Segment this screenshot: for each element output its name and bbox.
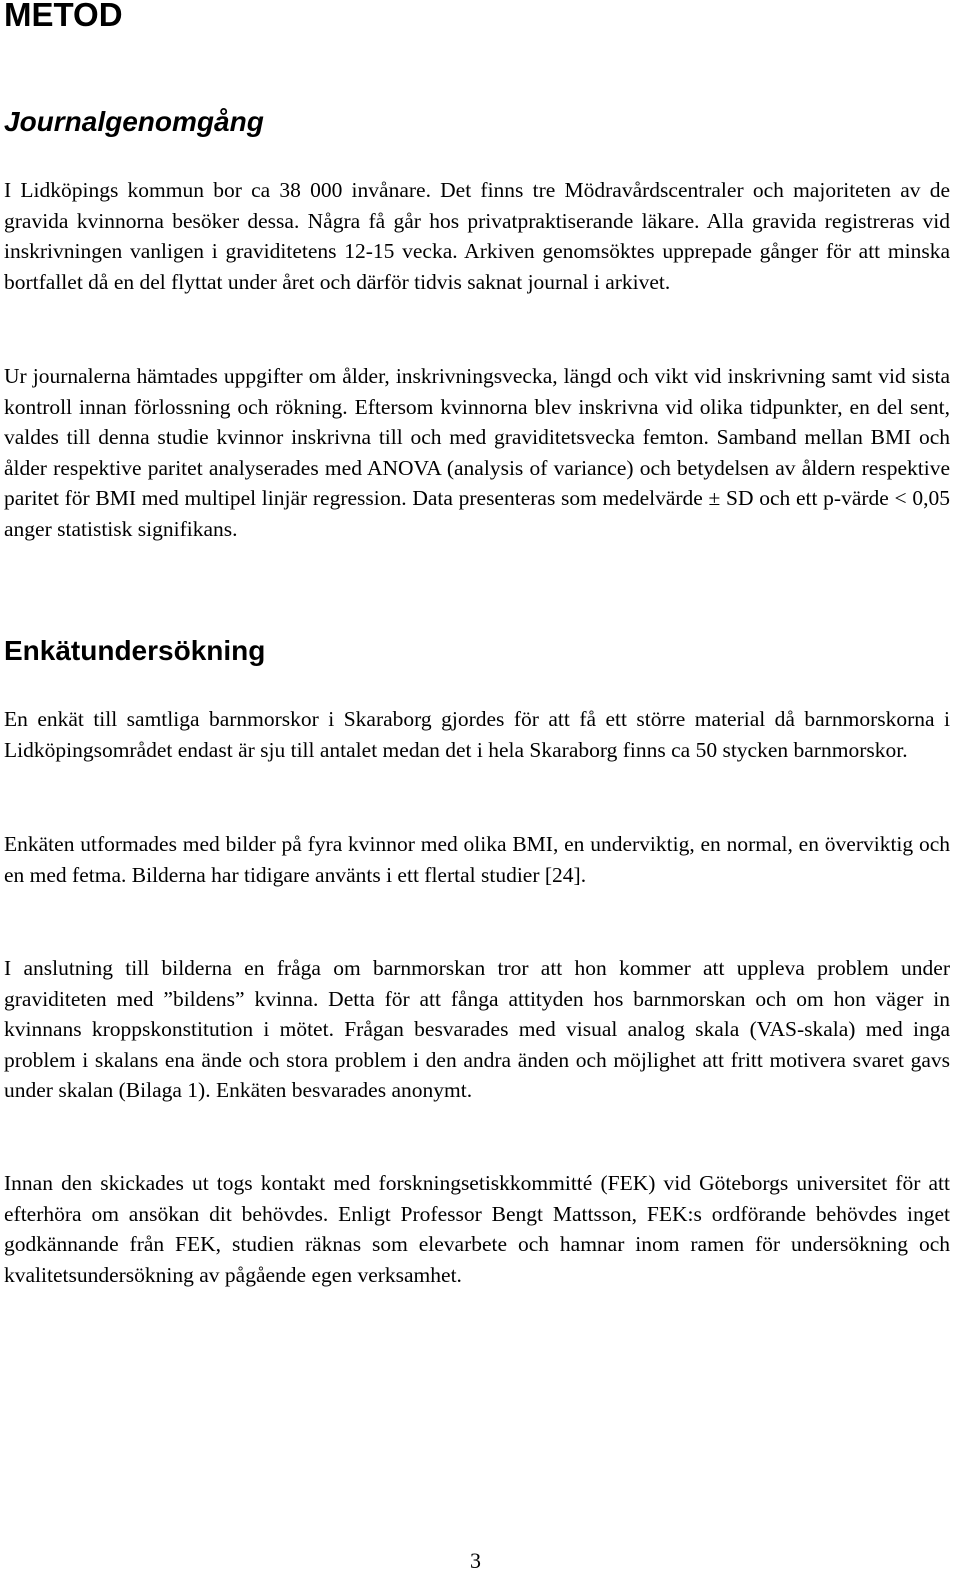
paragraph: I anslutning till bilderna en fråga om barnmorskan tror att hon kommer att uppleva problem under graviditeten med ”bildens” kvinna. Detta för att fånga attityden hos barnmorskan och om hon väger in kvinnans kroppskonstitution i mötet. Frågan besvarades med visual analog skala (VAS-skala) med inga problem i skalans ena ände och stora problem i den andra änden och möjlighet att fritt motivera svaret gavs under skalan (Bilaga 1). Enkäten besvarades anonymt. xyxy=(4,956,950,1103)
page-number: 3 xyxy=(470,1548,481,1573)
paragraph: Ur journalerna hämtades uppgifter om ålder, inskrivningsvecka, längd och vikt vid inskrivning samt vid sista kontroll innan förlossning och rökning. Eftersom kvinnorna blev inskrivna vid olika tidpunkter, en del sent, valdes till denna studie kvinnor inskrivna till och med graviditetsvecka femton. Samband mellan BMI och ålder respektive paritet analyserades med ANOVA (analysis of variance) och betydelsen av åldern respektive paritet för BMI med multipel linjär regression. Data presenteras som medelvärde ± SD och ett p-värde < 0,05 anger statistisk signifikans. xyxy=(4,364,950,541)
paragraph: I Lidköpings kommun bor ca 38 000 invånare. Det finns tre Mödravårdscentraler och majoriteten av de gravida kvinnorna besöker dessa. Några få går hos privatpraktiserande läkare. Alla gravida registreras vid inskrivningen vanligen i graviditetens 12-15 vecka. Arkiven genomsöktes upprepade gånger för att minska bortfallet då en del flyttat under året och därför tidvis saknat journal i arkivet. xyxy=(4,178,950,294)
paragraph: Enkäten utformades med bilder på fyra kvinnor med olika BMI, en underviktig, en normal, en överviktig och en med fetma. Bilderna har tidigare använts i ett flertal studier [24]. xyxy=(4,832,950,887)
paragraph: Innan den skickades ut togs kontakt med forskningsetiskkommitté (FEK) vid Göteborgs universitet för att efterhöra om ansökan dit behövdes. Enligt Professor Bengt Mattsson, FEK:s ordförande behövdes inget godkännande från FEK, studien räknas som elevarbete och hamnar inom ramen för undersökning och kvalitetsundersökning av pågående egen verksamhet. xyxy=(4,1171,950,1287)
subsection-heading-journalgenomgang: Journalgenomgång xyxy=(4,106,264,137)
subsection-heading-enkatundersokning: Enkätundersökning xyxy=(4,635,266,666)
section-title: METOD xyxy=(4,0,123,33)
paragraph: En enkät till samtliga barnmorskor i Skaraborg gjordes för att få ett större material då barnmorskorna i Lidköpingsområdet endast är sju till antalet medan det i hela Skaraborg finns ca 50 stycken barnmorskor. xyxy=(4,707,950,762)
